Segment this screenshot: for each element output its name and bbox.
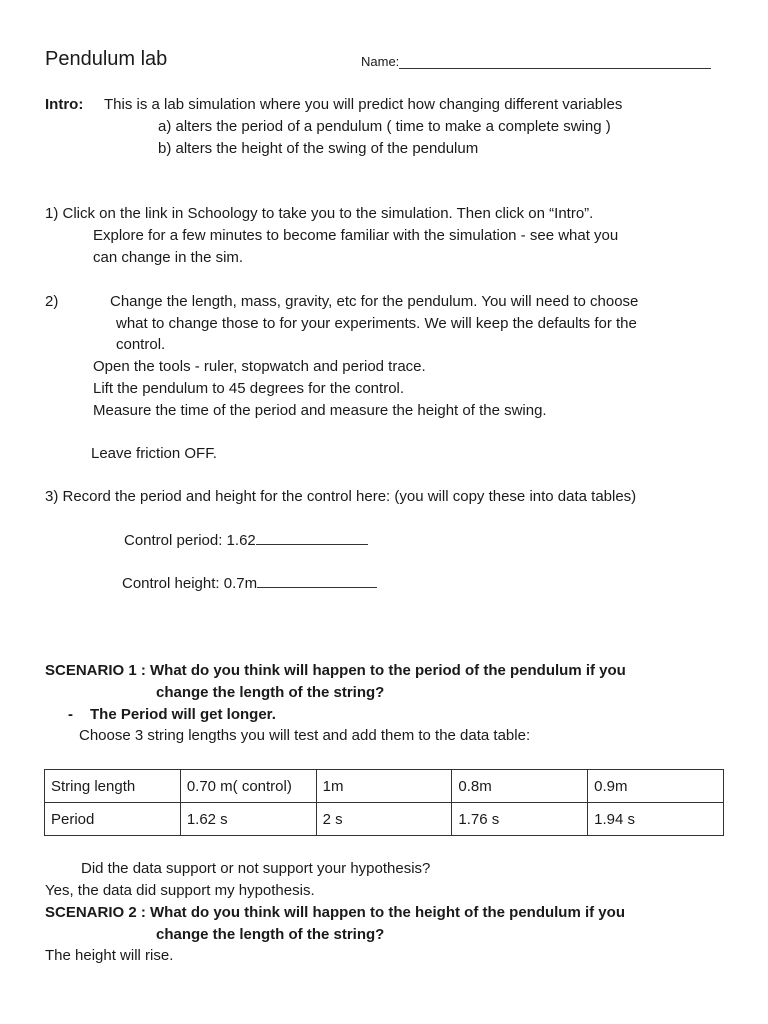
scenario2-question-line1: SCENARIO 2 : What do you think will happen to the height of the pendulum if you	[45, 904, 625, 921]
name-field	[361, 54, 711, 69]
control-period	[124, 532, 368, 549]
step2-number: 2)	[45, 293, 59, 310]
scenario1-instruction: Choose 3 string lengths you will test and add them to the data table:	[79, 727, 531, 744]
step1-line1: 1) Click on the link in Schoology to take you to the simulation. Then click on “Intro”.	[45, 205, 594, 222]
intro-item-a: a) alters the period of a pendulum ( time to make a complete swing )	[158, 118, 611, 135]
table-cell: 1.94 s	[588, 803, 724, 836]
control-height-blank	[257, 575, 377, 588]
table-cell: 0.9m	[588, 770, 724, 803]
table-cell: 1.76 s	[452, 803, 588, 836]
intro-text: This is a lab simulation where you will predict how changing different variables	[104, 96, 623, 113]
table-row	[45, 770, 724, 803]
control-height-label: Control height: 0.7m	[122, 575, 258, 592]
step3-text: 3) Record the period and height for the control here: (you will copy these into data tables)	[45, 488, 637, 505]
intro-item-b: b) alters the height of the swing of the pendulum	[158, 140, 479, 157]
table-cell: 1.62 s	[180, 803, 316, 836]
control-period-blank	[256, 532, 368, 545]
control-period-label: Control period: 1.62	[124, 532, 256, 549]
table-row	[45, 803, 724, 836]
step2-line6: Measure the time of the period and measure the height of the swing.	[93, 402, 547, 419]
step1-line2: Explore for a few minutes to become familiar with the simulation - see what you	[93, 227, 619, 244]
scenario1-bullet: -	[68, 706, 73, 723]
support-answer: Yes, the data did support my hypothesis.	[45, 882, 315, 899]
step2-line5: Lift the pendulum to 45 degrees for the control.	[93, 380, 405, 397]
scenario2-question-line2: change the length of the string?	[156, 926, 385, 943]
step2-line3: control.	[116, 336, 166, 353]
step1-line3: can change in the sim.	[93, 249, 244, 266]
table-cell: 1m	[316, 770, 452, 803]
scenario1-answer: The Period will get longer.	[90, 706, 276, 723]
step2-line2: what to change those to for your experiments. We will keep the defaults for the	[116, 315, 637, 332]
step2-friction: Leave friction OFF.	[91, 445, 217, 462]
name-blank-line	[399, 54, 711, 69]
table-cell: 0.70 m( control)	[180, 770, 316, 803]
step2-line1: Change the length, mass, gravity, etc for the pendulum. You will need to choose	[110, 293, 639, 310]
scenario1-question-line1: SCENARIO 1 : What do you think will happen to the period of the pendulum if you	[45, 662, 626, 679]
page-title: Pendulum lab	[45, 48, 168, 70]
control-height	[122, 575, 377, 592]
name-label: Name:	[361, 54, 400, 69]
scenario2-answer: The height will rise.	[45, 947, 174, 964]
table-cell: 2 s	[316, 803, 452, 836]
table-cell: String length	[45, 770, 181, 803]
intro-label: Intro:	[45, 96, 84, 113]
scenario1-question-line2: change the length of the string?	[156, 684, 385, 701]
table-cell: 0.8m	[452, 770, 588, 803]
support-question: Did the data support or not support your hypothesis?	[81, 860, 431, 877]
table-cell: Period	[45, 803, 181, 836]
data-table	[44, 769, 724, 836]
step2-line4: Open the tools - ruler, stopwatch and period trace.	[93, 358, 426, 375]
